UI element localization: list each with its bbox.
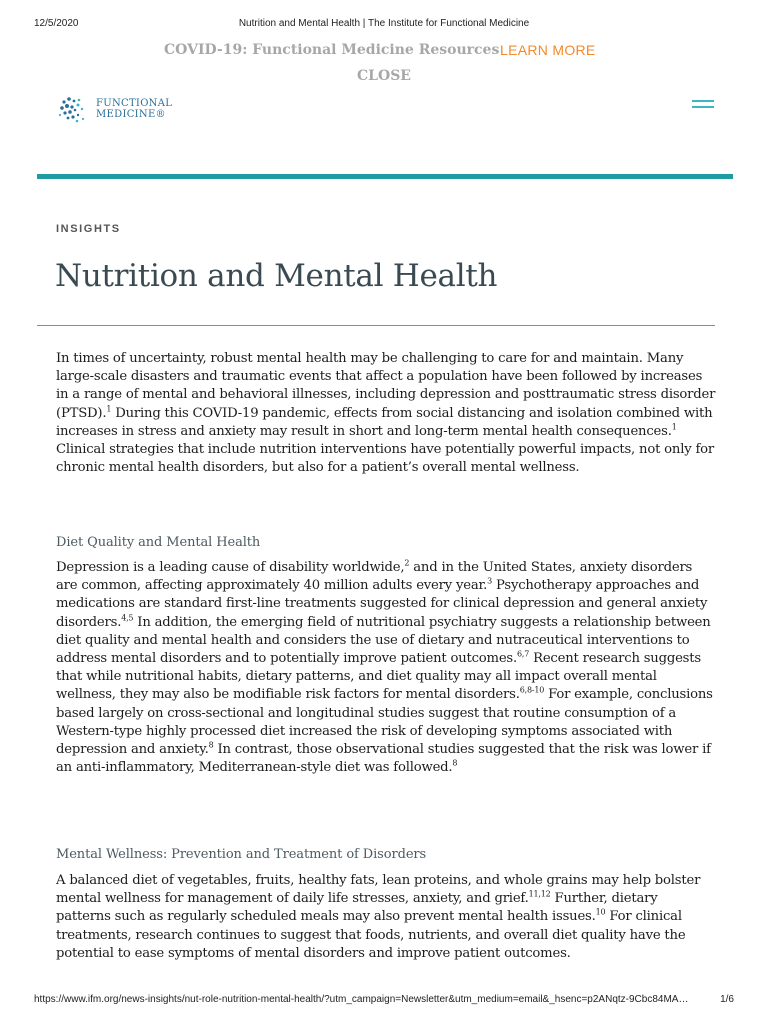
logo-line-1: FUNCTIONAL [96,98,173,109]
mental-wellness-section [56,872,716,963]
section-heading-mental-wellness: Mental Wellness: Prevention and Treatment of Disorders [56,847,427,862]
citation-superscript: 10 [595,908,606,918]
section-heading-diet-quality: Diet Quality and Mental Health [56,535,261,550]
article-category[interactable]: INSIGHTS [56,223,121,235]
citation-superscript: 6,7 [516,649,530,659]
title-divider [37,325,715,326]
print-url: https://www.ifm.org/news-insights/nut-role-nutrition-mental-health/?utm_campaign=Newsletter&utm_medium=email&_hsenc=p2ANqtz-9Cbc84MA… [34,994,689,1005]
mental-wellness-paragraph [56,872,716,963]
intro-section [56,350,716,477]
paragraph-text: and in the United States, anxiety disorders are common, affecting approximately 40 million adults every year. [56,560,693,594]
diet-quality-paragraph [56,559,716,777]
paragraph-text: Recent research suggests that while nutritional habits, dietary patterns, and diet quality may all impact overall mental wellness, they may also be modifiable risk factors for mental disorders. [56,651,701,703]
print-header [0,18,768,32]
paragraph-text: In times of uncertainty, robust mental health may be challenging to care for and maintain. Many large-scale disasters and traumatic events that affect a population have been followed by increases in a range of mental and behavioral illnesses, including depression and posttraumatic stress disorder (PTSD). [56,351,716,421]
banner-close-button[interactable]: CLOSE [357,68,411,84]
citation-superscript: 4,5 [121,613,134,623]
print-page-title: Nutrition and Mental Health | The Institute for Functional Medicine [238,18,530,29]
paragraph-text: In addition, the emerging field of nutritional psychiatry suggests a relationship between diet quality and mental health and considers the use of dietary and nutraceutical interventions to address mental disorders and to potentially improve patient outcomes. [56,614,711,667]
print-footer [0,994,768,1008]
paragraph-text: Clinical strategies that include nutrition interventions have potentially powerful impacts, not only for chronic mental health disorders, but also for a patient’s overall mental wellness. [56,442,714,476]
ifm-logo-icon [58,96,94,124]
paragraph-text: Depression is a leading cause of disability worldwide, [56,560,405,575]
article-title: Nutrition and Mental Health [55,258,498,294]
diet-quality-section [56,559,716,777]
citation-superscript: 1 [671,422,677,432]
citation-superscript: 1 [106,404,112,414]
header-divider [37,174,733,179]
paragraph-text: Further, dietary patterns such as regularly scheduled meals may also prevent mental health issues. [56,891,658,925]
covid-banner [0,40,768,90]
covid-banner-text[interactable]: COVID-19: Functional Medicine Resources [164,42,500,58]
paragraph-text: Psychotherapy approaches and medications are standard first-line treatments suggested for clinical depression and general anxiety disorders. [56,578,708,630]
paragraph-text: For example, conclusions based largely on cross-sectional and longitudinal studies suggest that routine consumption of a Western-type highly processed diet increased the risk of developing symptoms associated with depression and anxiety. [56,687,713,758]
citation-superscript: 6,8-10 [519,686,545,696]
print-page-number: 1/6 [720,994,734,1005]
paragraph-text: In contrast, those observational studies suggested that the risk was lower if an anti-inflammatory, Mediterranean-style diet was followed. [56,742,711,776]
citation-superscript: 8 [208,740,214,750]
logo-wordmark [96,98,172,120]
print-date: 12/5/2020 [34,18,79,29]
citation-superscript: 3 [487,576,493,586]
learn-more-link[interactable]: LEARN MORE [500,42,596,58]
paragraph-text: For clinical treatments, research continues to suggest that foods, nutrients, and overall diet quality have the potential to ease symptoms of mental disorders and improve patient outcomes. [56,909,686,961]
paragraph-text: A balanced diet of vegetables, fruits, healthy fats, lean proteins, and whole grains may help bolster mental wellness for management of daily life stresses, anxiety, and grief. [56,873,701,907]
citation-superscript: 11,12 [528,889,551,899]
intro-paragraph [56,350,716,477]
citation-superscript: 8 [452,758,458,768]
hamburger-menu-icon[interactable] [692,99,714,111]
logo-line-2: MEDICINE® [96,109,166,120]
paragraph-text: During this COVID-19 pandemic, effects from social distancing and isolation combined with increases in stress and anxiety may result in short and long-term mental health consequences. [56,405,713,439]
site-logo[interactable] [58,96,198,126]
citation-superscript: 2 [404,558,410,568]
